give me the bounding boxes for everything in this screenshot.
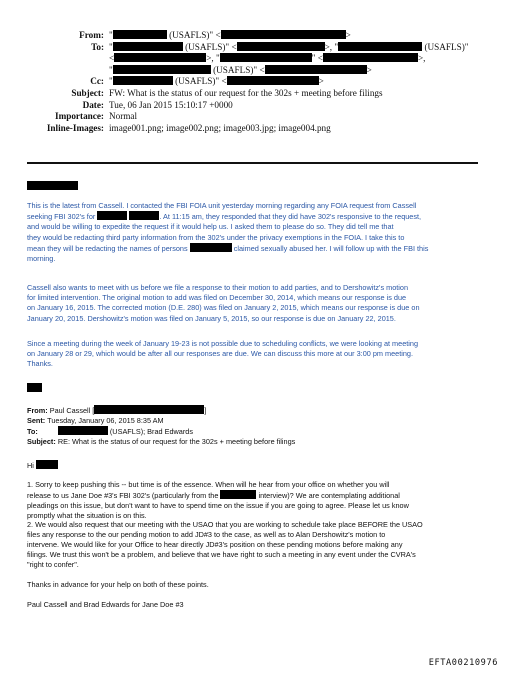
email-header <box>0 30 512 134</box>
redaction <box>36 460 58 469</box>
importance-value: Normal <box>109 111 138 122</box>
reply-item-1: 1. Sorry to keep pushing this -- but time is of the essence. When will he hear from your office on whether you will release to us Jane Doe #3's FBI 302's (particularly from the interview)? We are contemplating additional pleadings on this issue, but don't want to have to spend time on the issue if you are going to agree. Please let us know promptly what the situation is on this. <box>27 480 409 521</box>
reply-thanks: Thanks in advance for your help on both of these points. <box>27 580 209 589</box>
redaction <box>94 405 204 414</box>
date-value: Tue, 06 Jan 2015 15:10:17 +0000 <box>109 99 233 110</box>
subject-label: Subject: <box>71 87 104 98</box>
message-paragraph-3: Since a meeting during the week of January 19-23 is not possible due to scheduling conflicts, we were looking at meeting on January 28 or 29, which would be after all our responses are due. We can discuss this more at our 3:00 pm meeting. Thanks. <box>27 339 419 369</box>
from-row: From: " (USAFLS)" < > <box>0 30 512 42</box>
cc-row: Cc: " (USAFLS)" < > <box>0 76 512 88</box>
redaction <box>113 30 167 39</box>
date-label: Date: <box>82 99 104 110</box>
importance-label: Importance: <box>55 111 104 122</box>
to-continuation: " (USAFLS)" < > <box>109 64 372 75</box>
redaction <box>113 65 211 74</box>
signature-redaction <box>27 383 42 392</box>
header-divider <box>27 162 478 164</box>
message-paragraph-1: This is the latest from Cassell. I contacted the FBI FOIA unit yesterday morning regarding any FOIA request from Cassell seeking FBI 302's for . At 11:15 am, they responded that they did have 302's responsive to the request, and would be willing to expedite the request if it would help us. I asked them to please do so. They did tell me that they would be redacting third party information from the 302's under the privacy exemptions in the FOIA. I take this to mean they will be redacting the names of persons claimed sexually abused her. I will follow up with the FBI this morning. <box>27 201 429 264</box>
date-row <box>0 100 512 112</box>
subject-value: FW: What is the status of our request for the 302s + meeting before filings <box>109 87 383 98</box>
importance-row <box>0 111 512 123</box>
subject-row <box>0 88 512 100</box>
redaction <box>129 211 159 220</box>
redaction <box>113 76 173 85</box>
inline-images-row <box>0 123 512 135</box>
message-paragraph-2: Cassell also wants to meet with us before we file a response to their motion to add parties, and to Dershowitz's motion for limited intervention. The original motion to add was filed on December 30, 2014, which means our response is due on January 16, 2015. The corrected motion (D.E. 280) was filed on January 2, 2015, which means our response is due on January 20, 2015. Dershowitz's motion was filed on January 5, 2015, so our response is due on January 22, 2015. <box>27 283 420 323</box>
cc-label: Cc: <box>90 76 104 87</box>
reply-item-2: 2. We would also request that our meeting with the USAO that you are working to schedule take place BEFORE the USAO files any response to the our pending motion to add JD#3 to the case, as well as to Alan Dershowitz's motion to intervene. We would like for your Office to hear directly JD#3's position on these pending motions before making any filings. We trust this won't be a problem, and believe that we have right to such a meeting in any event under the CVRA's "right to confer". <box>27 520 423 570</box>
redaction <box>114 53 206 62</box>
redaction <box>265 65 367 74</box>
to-label: To: <box>91 41 104 52</box>
redaction <box>338 42 422 51</box>
redaction <box>97 211 127 220</box>
inline-images-value: image001.png; image002.png; image003.jpg; image004.png <box>109 122 331 133</box>
redaction <box>221 30 346 39</box>
recipient-redaction <box>27 181 78 190</box>
to-continuation: < >, " " < >, <box>109 53 426 64</box>
redaction <box>323 53 418 62</box>
redaction <box>190 243 232 252</box>
reply-signoff: Paul Cassell and Brad Edwards for Jane Doe #3 <box>27 600 184 609</box>
redaction <box>237 42 325 51</box>
redaction <box>58 426 108 435</box>
from-label: From: <box>79 30 104 40</box>
to-row: To: " (USAFLS)" < >, " (USAFLS)" <box>0 42 512 54</box>
redaction <box>113 42 183 51</box>
reply-greeting: Hi <box>27 460 489 471</box>
redaction <box>220 53 312 62</box>
document-id: EFTA00210976 <box>428 658 498 668</box>
inline-images-label: Inline-Images: <box>46 122 104 133</box>
redaction <box>227 76 319 85</box>
reply-header: From: Paul Cassell [ ] Sent: Tuesday, January 06, 2015 8:35 AM To: (USAFLS); Brad Edwards Subject: RE: What is the status of our request for the 302s + meeting before filings <box>27 406 296 447</box>
redaction <box>220 490 256 499</box>
